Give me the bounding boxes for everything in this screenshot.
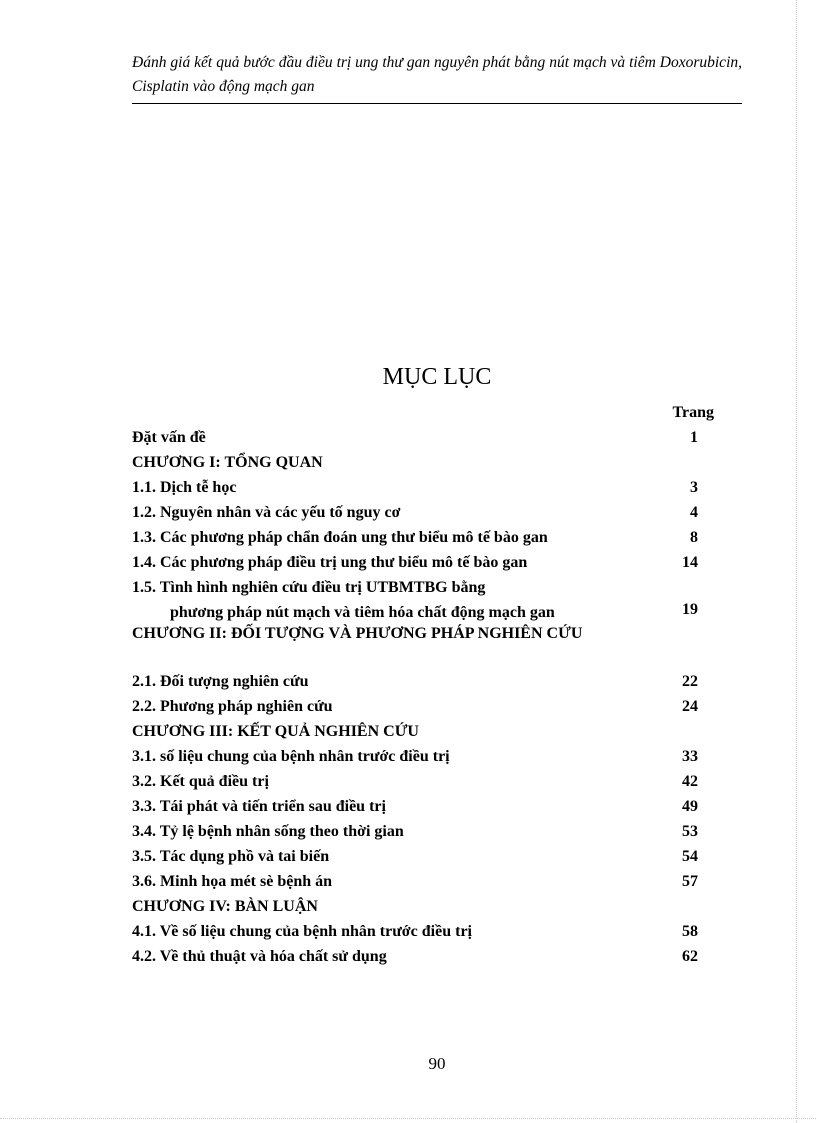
table-of-contents [132, 400, 714, 969]
toc-entry-text: 1.3. Các phương pháp chẩn đoán ung thư biểu mô tế bào gan [132, 529, 548, 546]
toc-entry-page: 57 [682, 873, 698, 890]
toc-entry-text: CHƯƠNG II: ĐỐI TƯỢNG VÀ PHƯƠNG PHÁP NGHIÊN CỨU [132, 625, 583, 642]
toc-entry-text: 2.1. Đối tượng nghiên cứu [132, 673, 309, 690]
toc-entry-text: 1.1. Dịch tễ học [132, 479, 237, 496]
toc-entry-text-line-2: phương pháp nút mạch và tiêm hóa chất động mạch gan [170, 604, 555, 621]
toc-entry-page: 22 [682, 673, 698, 690]
toc-entry-4-2[interactable] [132, 944, 714, 969]
toc-entry-intro[interactable] [132, 425, 714, 450]
toc-entry-3-6[interactable] [132, 869, 714, 894]
toc-entry-page: 14 [682, 554, 698, 571]
toc-entry-page: 62 [682, 948, 698, 965]
header-rule [132, 103, 742, 104]
toc-entry-text: 1.2. Nguyên nhân và các yếu tố nguy cơ [132, 504, 401, 521]
toc-entry-page: 33 [682, 748, 698, 765]
toc-entry-text: 1.4. Các phương pháp điều trị ung thư biểu mô tế bào gan [132, 554, 528, 571]
toc-entry-page: 1 [690, 429, 698, 446]
toc-entry-text: 4.1. Về số liệu chung của bệnh nhân trước điều trị [132, 923, 472, 940]
toc-entry-3-5[interactable] [132, 844, 714, 869]
page-column-label: Trang [672, 404, 714, 421]
toc-entry-page: 53 [682, 823, 698, 840]
toc-entry-text-line-1: 1.5. Tình hình nghiên cứu điều trị UTBMTBG bằng [132, 579, 486, 596]
running-header: Đánh giá kết quả bước đầu điều trị ung thư gan nguyên phát bằng nút mạch và tiêm Doxorubicin, Cisplatin vào động mạch gan [132, 54, 742, 95]
toc-entry-page: 8 [690, 529, 698, 546]
footer-page-number: 90 [428, 1054, 446, 1073]
toc-entry-3-4[interactable] [132, 819, 714, 844]
toc-entry-3-3[interactable] [132, 794, 714, 819]
toc-entry-1-2[interactable] [132, 500, 714, 525]
toc-entry-page: 3 [690, 479, 698, 496]
toc-entry-1-1[interactable] [132, 475, 714, 500]
toc-entry-page: 42 [682, 773, 698, 790]
toc-entry-text: Đặt vấn đề [132, 429, 206, 446]
toc-entry-text: CHƯƠNG IV: BÀN LUẬN [132, 898, 318, 915]
toc-entry-page: 58 [682, 923, 698, 940]
toc-title: MỤC LỤC [382, 364, 492, 390]
page-border-right [796, 0, 797, 1123]
toc-entry-page: 49 [682, 798, 698, 815]
toc-entry-text: CHƯƠNG III: KẾT QUẢ NGHIÊN CỨU [132, 723, 419, 740]
toc-entry-text: 4.2. Về thủ thuật và hóa chất sử dụng [132, 948, 387, 965]
toc-entry-1-5[interactable] [132, 575, 714, 622]
toc-entry-2-1[interactable] [132, 669, 714, 694]
toc-entry-chapter-1[interactable] [132, 450, 714, 475]
toc-entry-page: 19 [682, 601, 698, 618]
toc-entry-chapter-4[interactable] [132, 894, 714, 919]
toc-entry-4-1[interactable] [132, 919, 714, 944]
page-border-bottom [0, 1118, 816, 1119]
toc-entry-chapter-2[interactable] [132, 622, 714, 669]
toc-entry-page: 54 [682, 848, 698, 865]
toc-entry-text: 3.5. Tác dụng phồ và tai biến [132, 848, 330, 865]
toc-entry-text: 3.6. Minh họa mét sè bệnh án [132, 873, 333, 890]
toc-entry-1-3[interactable] [132, 525, 714, 550]
toc-entry-text [132, 575, 657, 625]
toc-entry-3-2[interactable] [132, 769, 714, 794]
toc-entry-1-4[interactable] [132, 550, 714, 575]
toc-entry-text: 3.2. Kết quả điều trị [132, 773, 269, 790]
toc-entry-text: CHƯƠNG I: TỔNG QUAN [132, 454, 323, 471]
toc-entry-page: 24 [682, 698, 698, 715]
toc-entry-page: 4 [690, 504, 698, 521]
toc-entry-3-1[interactable] [132, 744, 714, 769]
toc-entry-chapter-3[interactable] [132, 719, 714, 744]
toc-entry-text: 3.3. Tái phát và tiến triển sau điều trị [132, 798, 386, 815]
toc-entry-text: 2.2. Phương pháp nghiên cứu [132, 698, 333, 715]
toc-entry-text: 3.4. Tỷ lệ bệnh nhân sống theo thời gian [132, 823, 404, 840]
toc-entry-2-2[interactable] [132, 694, 714, 719]
toc-entry-text: 3.1. số liệu chung của bệnh nhân trước điều trị [132, 748, 450, 765]
